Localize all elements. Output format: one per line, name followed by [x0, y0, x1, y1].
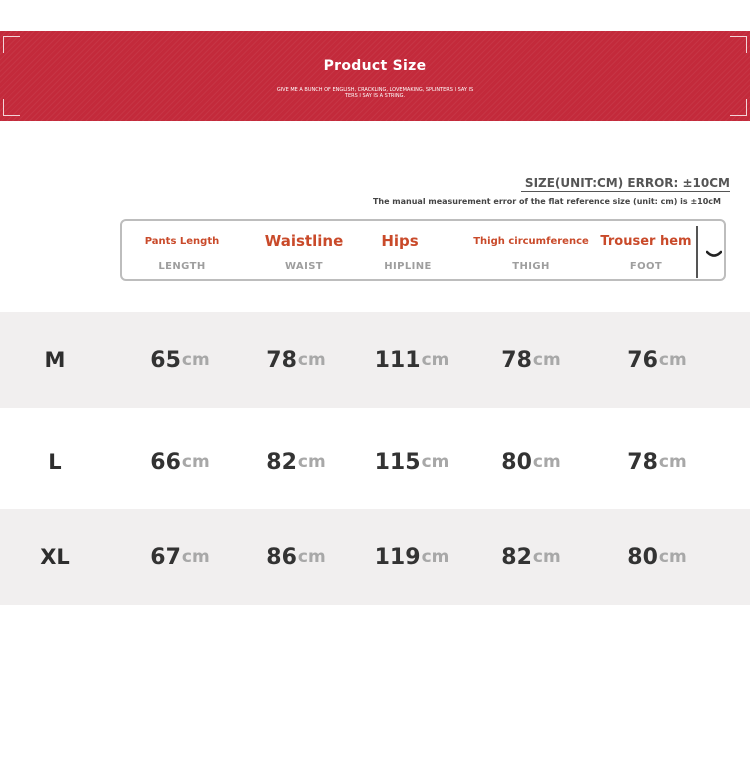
value-unit: cm [297, 547, 326, 567]
value-number: 119 [374, 544, 421, 570]
value-cell-thigh [471, 312, 591, 408]
size-label: XL [40, 545, 70, 569]
value-number: 66 [150, 449, 181, 475]
value-cell-foot [597, 312, 717, 408]
banner-title: Product Size [323, 58, 427, 74]
measurement-error-note: The manual measurement error of the flat reference size (unit: cm) is ±10cM [372, 197, 721, 206]
header-sublabel: FOOT [629, 261, 663, 272]
value-number: 67 [150, 544, 181, 570]
value-number: 82 [266, 449, 297, 475]
value-cell-hip [352, 414, 472, 510]
value-unit: cm [297, 452, 326, 472]
value-unit: cm [181, 452, 210, 472]
value-cell-hip [352, 312, 472, 408]
value-number: 65 [150, 347, 181, 373]
value-number: 80 [627, 544, 658, 570]
header-label: Trouser hem [600, 234, 692, 249]
value-cell-waist [236, 509, 356, 605]
value-unit: cm [532, 350, 561, 370]
header-label: Pants Length [144, 236, 220, 247]
corner-bracket-top-right [730, 36, 747, 53]
header-sublabel: HIPLINE [384, 261, 432, 272]
header-divider [696, 226, 698, 278]
chevron-down-icon[interactable] [706, 250, 722, 260]
value-cell-thigh [471, 414, 591, 510]
value-cell-length [120, 312, 240, 408]
corner-bracket-top-left [3, 36, 20, 53]
size-unit-note: SIZE(UNIT:CM) ERROR: ±10CM [521, 176, 730, 192]
value-number: 111 [374, 347, 421, 373]
value-cell-waist [236, 414, 356, 510]
value-unit: cm [532, 547, 561, 567]
corner-bracket-bottom-left [3, 99, 20, 116]
value-number: 86 [266, 544, 297, 570]
value-number: 82 [501, 544, 532, 570]
value-cell-hip [352, 509, 472, 605]
header-label: Waistline [264, 232, 344, 250]
value-unit: cm [658, 350, 687, 370]
banner-subtitle-line-1: GIVE ME A BUNCH OF ENGLISH, CRACKLING, LOVEMAKING, SPLINTERS I SAY IS [276, 87, 474, 93]
value-unit: cm [421, 452, 450, 472]
table-row [0, 414, 750, 510]
header-label: Thigh circumference [473, 236, 589, 247]
header-sublabel: THIGH [512, 261, 550, 272]
header-label: Hips [381, 232, 419, 250]
value-unit: cm [658, 547, 687, 567]
value-number: 78 [501, 347, 532, 373]
value-cell-foot [597, 509, 717, 605]
banner-subtitle [0, 87, 750, 99]
value-unit: cm [658, 452, 687, 472]
header-sublabel: LENGTH [158, 261, 206, 272]
banner-subtitle-line-2: TERS I SAY IS A STRING. [344, 93, 406, 99]
value-cell-length [120, 509, 240, 605]
value-cell-foot [597, 414, 717, 510]
title-banner [0, 31, 750, 121]
value-number: 80 [501, 449, 532, 475]
size-label: L [48, 450, 62, 474]
value-unit: cm [181, 350, 210, 370]
value-unit: cm [297, 350, 326, 370]
value-cell-waist [236, 312, 356, 408]
value-unit: cm [181, 547, 210, 567]
value-cell-thigh [471, 509, 591, 605]
header-sublabel: WAIST [284, 261, 324, 272]
value-number: 78 [627, 449, 658, 475]
table-header [120, 219, 726, 281]
value-unit: cm [421, 547, 450, 567]
value-unit: cm [532, 452, 561, 472]
value-number: 115 [374, 449, 421, 475]
value-unit: cm [421, 350, 450, 370]
corner-bracket-bottom-right [730, 99, 747, 116]
table-row [0, 509, 750, 605]
size-label: M [44, 348, 66, 372]
table-row [0, 312, 750, 408]
value-number: 78 [266, 347, 297, 373]
value-cell-length [120, 414, 240, 510]
value-number: 76 [627, 347, 658, 373]
